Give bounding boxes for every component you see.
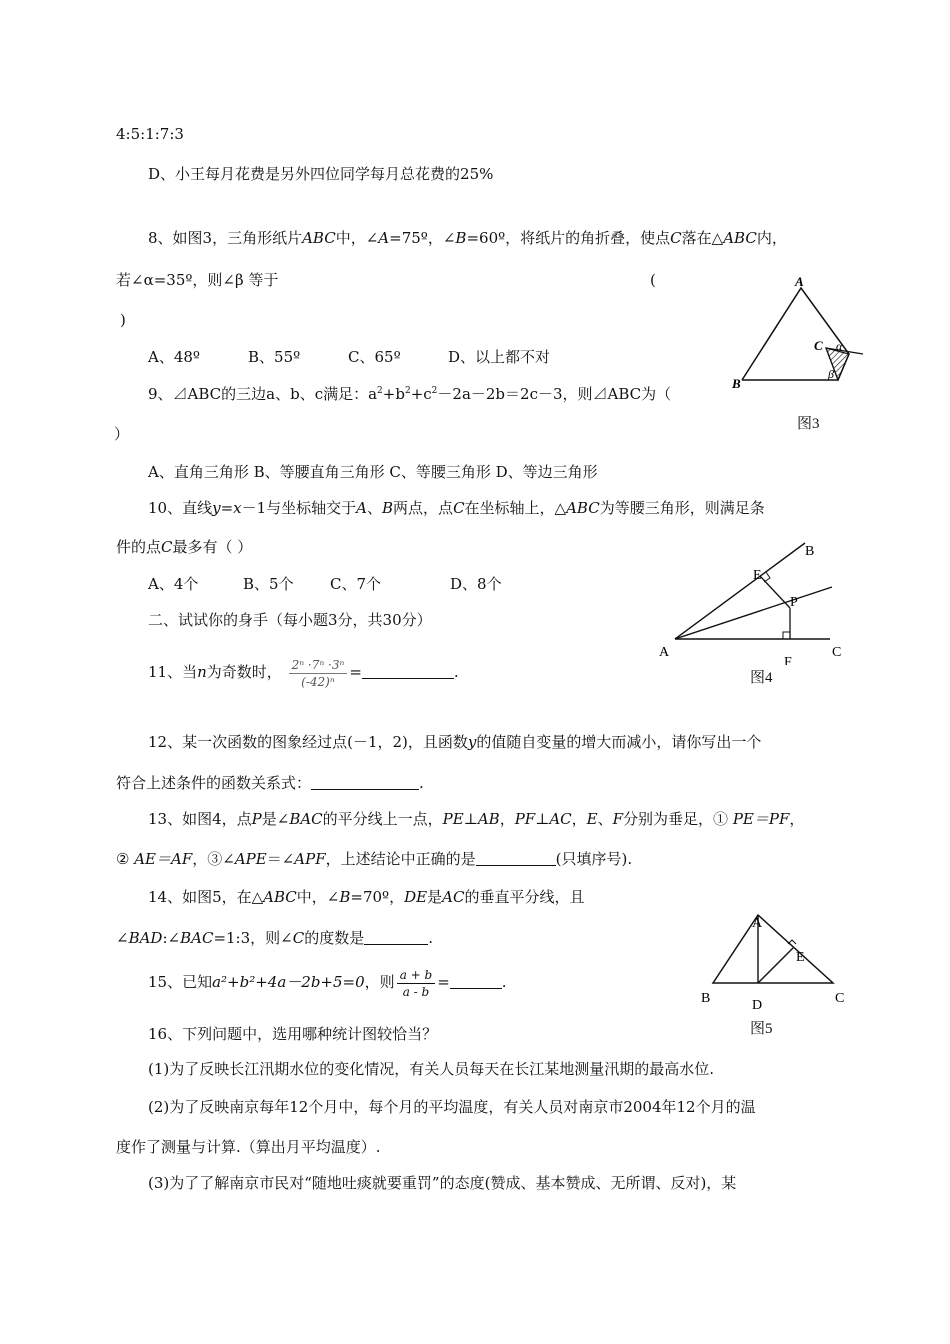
q16-item-2a: (2)为了反映南京每年12个月中，每个月的平均温度，有关人员对南京市2004年12个月的温 bbox=[148, 1098, 756, 1116]
q13-line2: ② AE＝AF，③∠APE＝∠APF，上述结论中正确的是 (只填序号). bbox=[116, 850, 633, 868]
fig4-label-e: E bbox=[753, 568, 762, 583]
q12-line1: 12、某一次函数的图象经过点(－1，2)，且函数y的值随自变量的增大而减小，请你写出一个 bbox=[148, 733, 762, 751]
q16-item-3: (3)为了了解南京市民对“随地吐痰就要重罚”的态度(赞成、基本赞成、无所谓、反对)，某 bbox=[148, 1174, 737, 1192]
fig3-label-b: B bbox=[732, 376, 741, 391]
q8-paren-open: ( bbox=[650, 271, 656, 289]
q16-title: 16、下列问题中，选用哪种统计图较恰当？ bbox=[148, 1025, 438, 1043]
fig4-label-c: C bbox=[832, 645, 842, 660]
fig5-right-angle-e bbox=[788, 940, 796, 944]
q10-line2: 件的点C最多有（ ） bbox=[116, 538, 253, 556]
q11-line: 11、当n为奇数时， $\frac{\text{2ⁿ ·7ⁿ ·3ⁿ}}{\text{(-42)ⁿ}}$ = . bbox=[148, 657, 459, 689]
figure-4 bbox=[650, 535, 860, 665]
fig3-label-beta: β bbox=[828, 367, 834, 381]
fig5-label-a: A bbox=[752, 916, 763, 931]
q10-options: A、4个 B、5个 C、7个 D、8个 bbox=[148, 575, 502, 593]
q16-item-1: (1)为了反映长江汛期水位的变化情况，有关人员每天在长江某地测量汛期的最高水位. bbox=[148, 1060, 715, 1078]
fig4-label-b: B bbox=[805, 544, 815, 559]
fig4-segment-pe bbox=[760, 576, 790, 608]
q10-line1: 10、直线y=x－1与坐标轴交于A、B两点，点C在坐标轴上，△ABC为等腰三角形，则满足条 bbox=[148, 499, 765, 517]
figure-3 bbox=[728, 270, 878, 400]
q16-item-2b: 度作了测量与计算.（算出月平均温度）. bbox=[116, 1138, 381, 1156]
q7-ratio: 4:5:1:7:3 bbox=[116, 125, 184, 143]
q7-option-d: D、小王每月花费是另外四位同学每月总花费的25% bbox=[148, 165, 494, 183]
q13-answer-blank[interactable] bbox=[476, 851, 556, 866]
fig3-label-c: C bbox=[814, 338, 823, 353]
fig4-label-f: F bbox=[784, 655, 792, 665]
q8-line1: 8、如图3，三角形纸片ABC中，∠A=75º，∠B=60º，将纸片的角折叠，使点C落在△ABC内， bbox=[148, 229, 787, 247]
fig4-bisector bbox=[675, 587, 832, 639]
fig3-label-alpha: α bbox=[836, 339, 843, 353]
q15-fraction: $\frac{a + b}{a - b}$ bbox=[397, 967, 436, 1000]
q14-line2: ∠BAD:∠BAC=1:3，则∠C的度数是 . bbox=[116, 929, 433, 947]
fig5-caption: 图5 bbox=[750, 1021, 773, 1037]
fig5-label-c: C bbox=[835, 991, 845, 1006]
q11-answer-blank[interactable] bbox=[362, 664, 454, 679]
fig5-label-b: B bbox=[701, 991, 711, 1006]
q9-options: A、直角三角形 B、等腰直角三角形 C、等腰三角形 D、等边三角形 bbox=[148, 463, 598, 481]
q15-line: 15、已知a²+b²+4a－2b+5=0，则 $\frac{a + b}{a - b}$ = . bbox=[148, 967, 507, 999]
fig4-label-p: P bbox=[790, 595, 798, 610]
q8-options: A、48º B、55º C、65º D、以上都不对 bbox=[148, 348, 551, 366]
fig5-label-e: E bbox=[796, 950, 805, 965]
figure-5 bbox=[695, 910, 855, 1010]
fig4-right-angle-f bbox=[783, 632, 790, 639]
q14-line1: 14、如图5，在△ABC中，∠B=70º，DE是AC的垂直平分线，且 bbox=[148, 888, 585, 906]
q15-answer-blank[interactable] bbox=[450, 974, 502, 989]
fig5-label-d: D bbox=[752, 998, 763, 1010]
fig4-label-a: A bbox=[659, 645, 670, 660]
q12-answer-blank[interactable] bbox=[311, 775, 419, 790]
q8-line2: 若∠α=35º，则∠β 等于 bbox=[116, 271, 279, 289]
fig5-segment-de bbox=[758, 948, 793, 983]
q11-fraction: $\frac{\text{2ⁿ ·7ⁿ ·3ⁿ}}{\text{(-42)ⁿ}}$ bbox=[289, 657, 348, 690]
q14-answer-blank[interactable] bbox=[364, 930, 428, 945]
section2-heading: 二、试试你的身手（每小题3分，共30分） bbox=[148, 611, 432, 629]
fig3-caption: 图3 bbox=[797, 416, 820, 432]
fig3-label-a: A bbox=[795, 274, 804, 289]
q9-line1: 9、⊿ABC的三边a、b、c满足：$a^2+b^2+c^2-2a-2b=2c-3$，则⊿ABC为（ bbox=[148, 385, 672, 403]
q12-line2: 符合上述条件的函数关系式： . bbox=[116, 774, 424, 792]
q9-paren-close: ） bbox=[114, 425, 130, 443]
q8-paren-close: ) bbox=[120, 311, 126, 329]
q13-line1: 13、如图4，点P是∠BAC的平分线上一点，PE⊥AB，PF⊥AC，E、F分别为垂足，① PE＝PF， bbox=[148, 810, 805, 828]
fig4-caption: 图4 bbox=[750, 670, 773, 686]
fig5-triangle bbox=[713, 915, 833, 983]
fig4-ray-ab bbox=[675, 543, 805, 639]
